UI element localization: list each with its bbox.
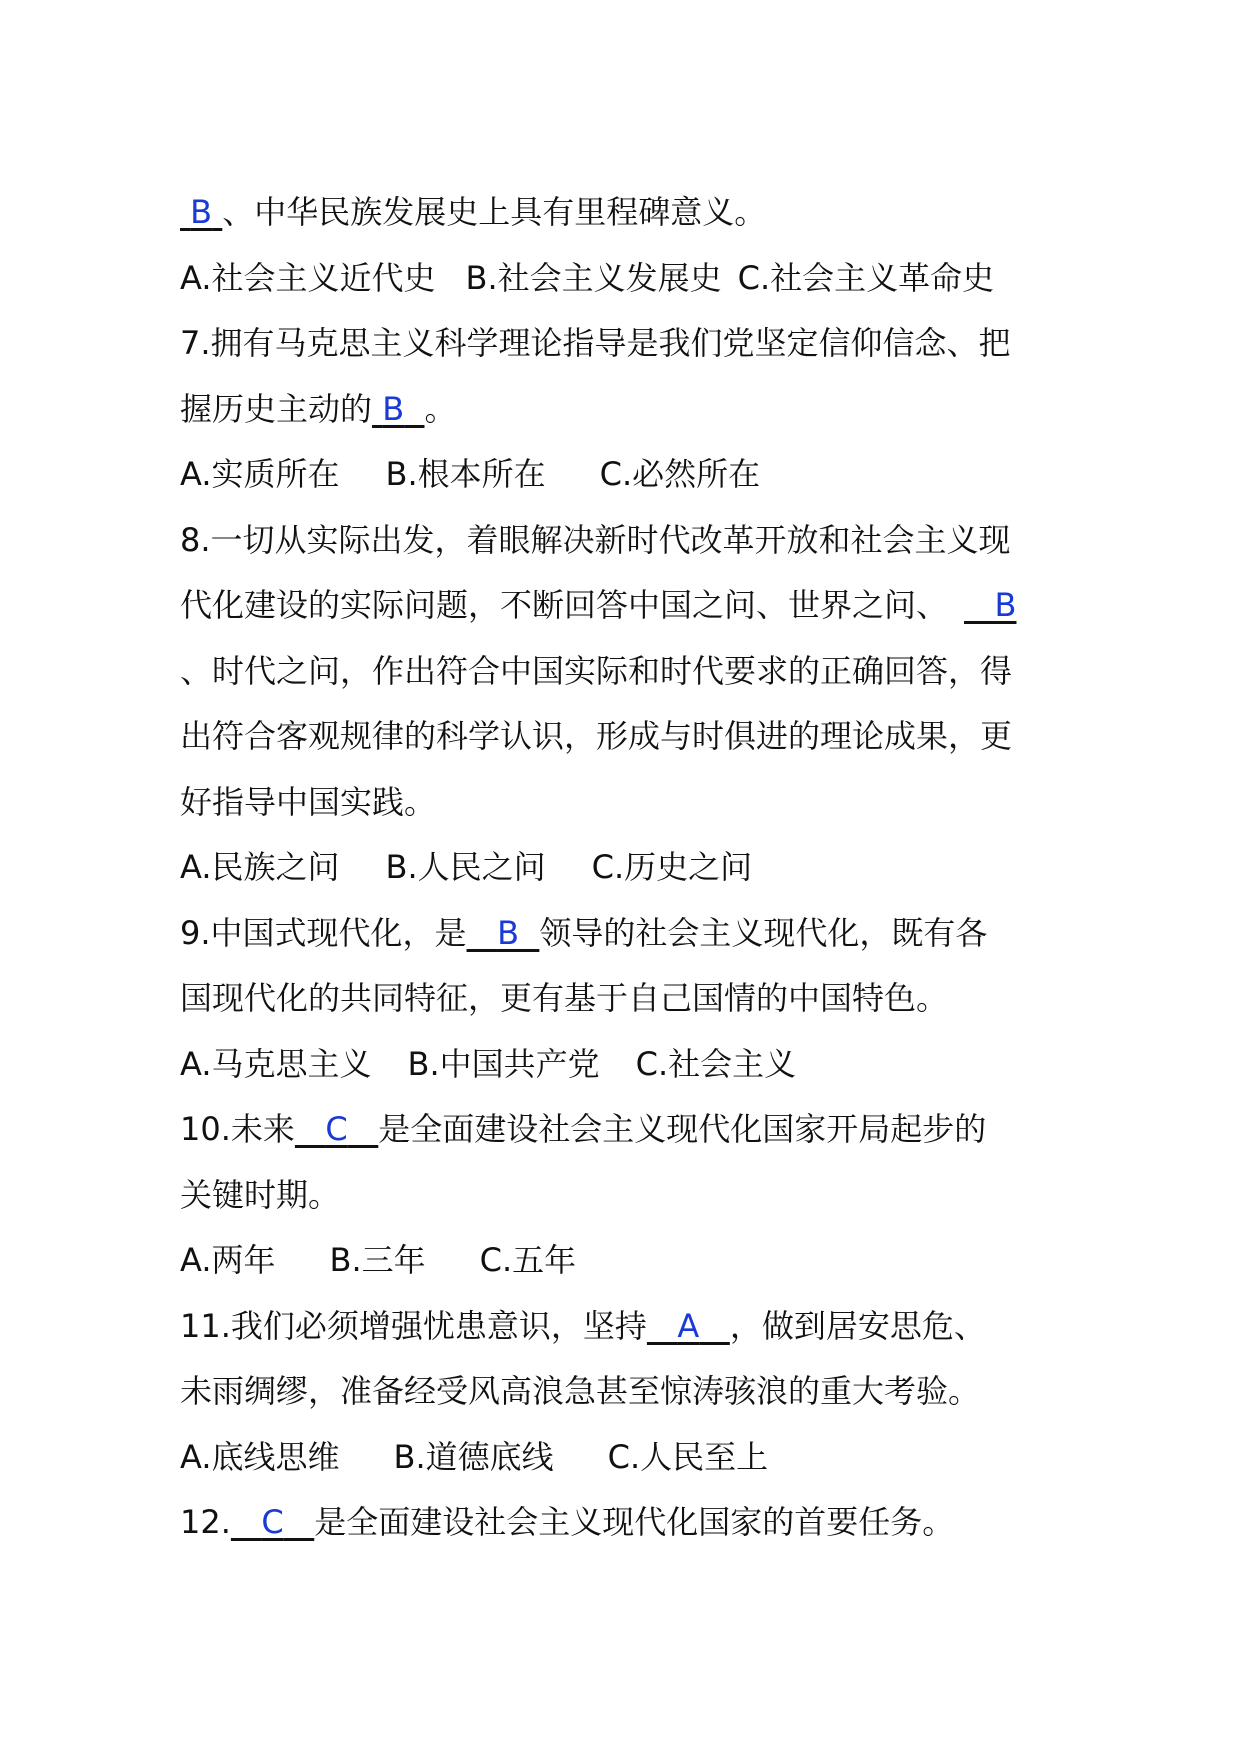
- q6-stem-text: 、中华民族发展史上具有里程碑意义。: [222, 193, 767, 231]
- q11-answer-blank: [647, 1307, 730, 1345]
- q6-options: [180, 246, 1080, 312]
- q7-options: [180, 442, 1080, 508]
- q10-stem-line-2: 关键时期。: [180, 1175, 341, 1214]
- q12-answer: C: [261, 1503, 284, 1541]
- q8-stem-line-5: 好指导中国实践。: [180, 782, 437, 821]
- q12-stem-post: 是全面建设社会主义现代化国家的首要任务。: [314, 1503, 955, 1541]
- q9-stem-pre: 9.中国式现代化，是: [180, 913, 467, 952]
- q11-option-b: B.道德底线: [393, 1437, 554, 1476]
- q11-answer: A: [677, 1306, 700, 1345]
- q12-stem-pre: 12.: [180, 1503, 231, 1541]
- q7-stem-pre: 握历史主动的: [180, 389, 373, 428]
- q9-stem-post: 领导的社会主义现代化，既有各: [539, 913, 988, 952]
- q11-option-a: A.底线思维: [180, 1437, 340, 1476]
- q8-option-c: C.历史之问: [591, 848, 753, 886]
- q7-stem-post: 。: [424, 389, 457, 428]
- q8-stem-line-4: 出符合客观规律的科学认识，形成与时俱进的理论成果，更: [180, 717, 1013, 755]
- q10-answer-blank: [295, 1110, 378, 1148]
- q7-answer-blank: [372, 390, 424, 428]
- q9-stem-line-1: [180, 901, 1080, 967]
- document-page: [180, 180, 1080, 1556]
- q6-option-b: B.社会主义发展史: [465, 258, 722, 297]
- q9-answer: B: [497, 913, 520, 952]
- q11-option-c: C.人民至上: [607, 1437, 769, 1476]
- q10-answer: C: [325, 1110, 348, 1148]
- q8-stem-line-2: [180, 573, 1080, 639]
- q7-answer: B: [382, 389, 405, 428]
- q11-stem-line-2: 未雨绸缪，准备经受风高浪急甚至惊涛骇浪的重大考验。: [180, 1372, 981, 1410]
- q11-stem-pre: 11.我们必须增强忧患意识，坚持: [180, 1306, 647, 1345]
- q8-options: [180, 835, 1080, 901]
- q7-stem-line-1: 7.拥有马克思主义科学理论指导是我们党坚定信仰信念、把: [180, 324, 1011, 362]
- q6-option-a: A.社会主义近代史: [180, 258, 436, 297]
- q7-stem-line-2: [180, 377, 1080, 443]
- q6-answer: B: [190, 193, 213, 231]
- q9-option-c: C.社会主义: [635, 1044, 797, 1083]
- q9-option-a: A.马克思主义: [180, 1044, 372, 1083]
- q8-option-a: A.民族之问: [180, 848, 340, 886]
- q8-option-b: B.人民之问: [385, 848, 546, 886]
- q8-answer: B: [994, 586, 1017, 624]
- q7-option-b: B.根本所在: [385, 455, 546, 493]
- q7-option-a: A.实质所在: [180, 455, 340, 493]
- q10-option-b: B.三年: [329, 1241, 426, 1279]
- q10-stem-line-1: [180, 1097, 1080, 1163]
- q11-stem-line-1: [180, 1294, 1080, 1360]
- q10-options: [180, 1228, 1080, 1294]
- q12-stem-line-1: [180, 1490, 1080, 1556]
- q8-stem-line-3: 、时代之问，作出符合中国实际和时代要求的正确回答，得: [180, 651, 1013, 690]
- q9-options: [180, 1032, 1080, 1098]
- q11-stem-post: ，做到居安思危、: [729, 1306, 986, 1345]
- q6-answer-blank: [180, 193, 222, 231]
- q10-option-a: A.两年: [180, 1241, 276, 1279]
- q8-answer-blank: [964, 586, 1016, 624]
- q10-stem-post: 是全面建设社会主义现代化国家开局起步的: [378, 1110, 987, 1148]
- q8-stem-pre: 代化建设的实际问题，不断回答中国之问、世界之问、: [180, 586, 949, 624]
- q9-option-b: B.中国共产党: [407, 1044, 600, 1083]
- q12-answer-blank: [231, 1503, 314, 1541]
- q9-stem-line-2: 国现代化的共同特征，更有基于自己国情的中国特色。: [180, 979, 949, 1017]
- q8-stem-line-1: 8.一切从实际出发，着眼解决新时代改革开放和社会主义现: [180, 520, 1011, 559]
- q10-option-c: C.五年: [479, 1241, 577, 1279]
- q10-stem-pre: 10.未来: [180, 1110, 295, 1148]
- q7-option-c: C.必然所在: [599, 455, 761, 493]
- q6-option-c: C.社会主义革命史: [737, 258, 995, 297]
- q6-stem-line: [180, 180, 1080, 246]
- q11-options: [180, 1425, 1080, 1491]
- q9-answer-blank: [467, 914, 540, 952]
